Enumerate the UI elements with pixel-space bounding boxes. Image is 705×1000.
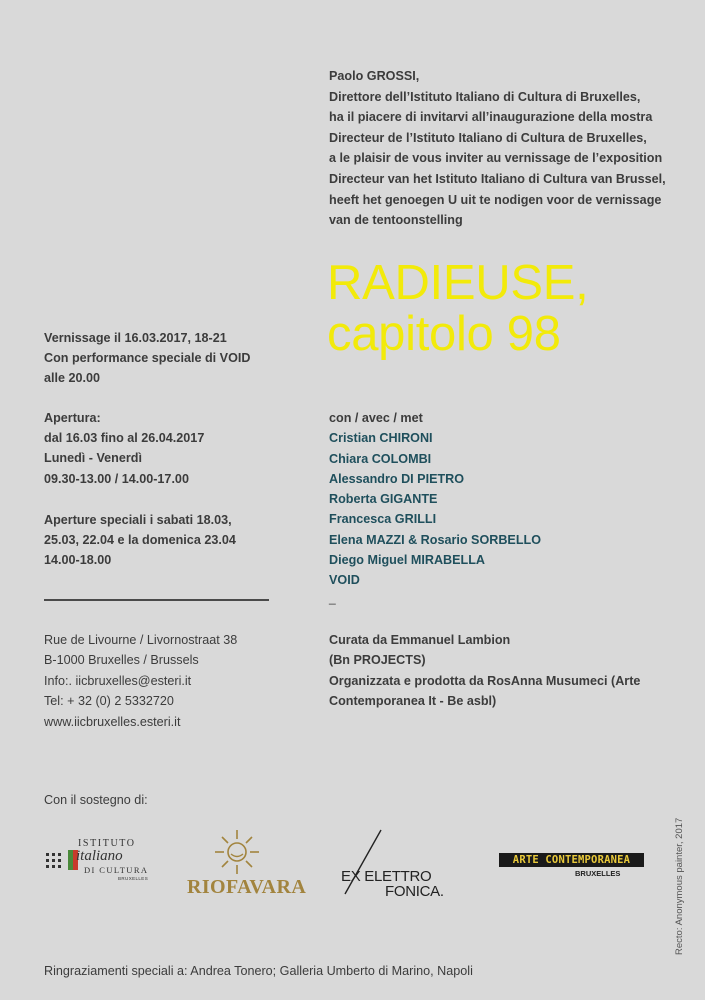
support-label: Con il sostegno di: [44,793,148,807]
exelettrofonica-logo-text: EX ELETTRO [341,868,432,885]
artist-list [329,408,541,591]
grid-dots-icon [46,853,64,871]
arte-contemporanea-logo [499,853,644,879]
website-link[interactable]: www.iicbruxelles.esteri.it [44,714,181,729]
address-line: Rue de Livourne / Livornostraat 38 [44,633,238,647]
vernissage-line: Vernissage il 16.03.2017, 18-21 [44,331,227,345]
intro-line: Direttore dell’Istituto Italiano di Cultura di Bruxelles, [329,89,641,104]
artist-name: Francesca GRILLI [329,512,437,527]
curation-line: (Bn PROJECTS) [329,653,426,668]
artist-name: Cristian CHIRONI [329,431,433,446]
title-line-1: RADIEUSE, [327,256,589,310]
iic-logo-text: italiano [76,848,123,864]
artist-name: Chiara COLOMBI [329,451,432,466]
artists-separator: _ [329,591,336,605]
arte-logo-text: ARTE CONTEMPORANEA [499,853,644,867]
title-line-2: capitolo 98 [327,307,561,361]
intro-line: ha il piacere di invitarvi all’inaugurazione della mostra [329,110,653,125]
opening-line: 09.30-13.00 / 14.00-17.00 [44,471,189,486]
vernissage-line: alle 20.00 [44,371,101,386]
exelettrofonica-logo-text: FONICA. [385,883,444,900]
opening-line: Lunedì - Venerdì [44,451,142,466]
opening-line: Apertura: [44,411,101,425]
riofavara-logo [185,828,307,898]
curation-line: Organizzata e prodotta da RosAnna Musumeci (Arte [329,673,641,688]
opening-line: dal 16.03 fino al 26.04.2017 [44,431,205,446]
address-city: B-1000 Bruxelles / Brussels [44,653,199,668]
iic-logo-text: DI CULTURA [84,865,149,875]
exhibition-title [327,258,588,360]
artist-name: Diego Miguel MIRABELLA [329,553,486,568]
email-link[interactable]: Info:. iicbruxelles@esteri.it [44,673,192,688]
iic-logo-text: ISTITUTO [78,838,136,849]
intro-line: Paolo GROSSI, [329,69,420,83]
artist-name: VOID [329,573,360,588]
divider [44,599,269,601]
vernissage-line: Con performance speciale di VOID [44,351,251,366]
invitation-text [329,66,699,231]
artist-name: Roberta GIGANTE [329,492,438,507]
phone-number: Tel: + 32 (0) 2 5332720 [44,694,174,709]
special-thanks: Ringraziamenti speciali a: Andrea Tonero; Galleria Umberto di Marino, Napoli [44,964,473,978]
curation-line: Curata da Emmanuel Lambion [329,633,511,647]
exelettrofonica-logo [337,828,467,898]
artists-label: con / avec / met [329,411,423,425]
special-line: Aperture speciali i sabati 18.03, [44,513,232,527]
sun-icon [185,828,300,876]
intro-line: Directeur van het Istituto Italiano di Cultura van Brussel, [329,171,666,186]
opening-hours [44,408,294,489]
artist-name: Elena MAZZI & Rosario SORBELLO [329,532,542,547]
special-openings [44,510,294,571]
intro-line: van de tentoonstelling [329,213,463,228]
curation-info [329,630,694,712]
intro-line: Directeur de l’Istituto Italiano di Cultura de Bruxelles, [329,130,647,145]
contact-info [44,630,237,732]
image-credit: Recto: Anonymous painter, 2017 [674,817,685,955]
intro-line: a le plaisir de vous inviter au vernissage de l’exposition [329,151,663,166]
riofavara-logo-text: RIOFAVARA [187,876,307,898]
arte-logo-subtext: BRUXELLES [575,869,621,878]
iic-logo [46,838,149,882]
special-line: 14.00-18.00 [44,553,112,568]
special-line: 25.03, 22.04 e la domenica 23.04 [44,533,236,548]
artist-name: Alessandro DI PIETRO [329,471,465,486]
intro-line: heeft het genoegen U uit te nodigen voor de vernissage [329,192,662,207]
vernissage-info [44,328,294,389]
curation-line: Contemporanea It - Be asbl) [329,694,497,709]
iic-logo-text: BRUXELLES [118,876,149,881]
